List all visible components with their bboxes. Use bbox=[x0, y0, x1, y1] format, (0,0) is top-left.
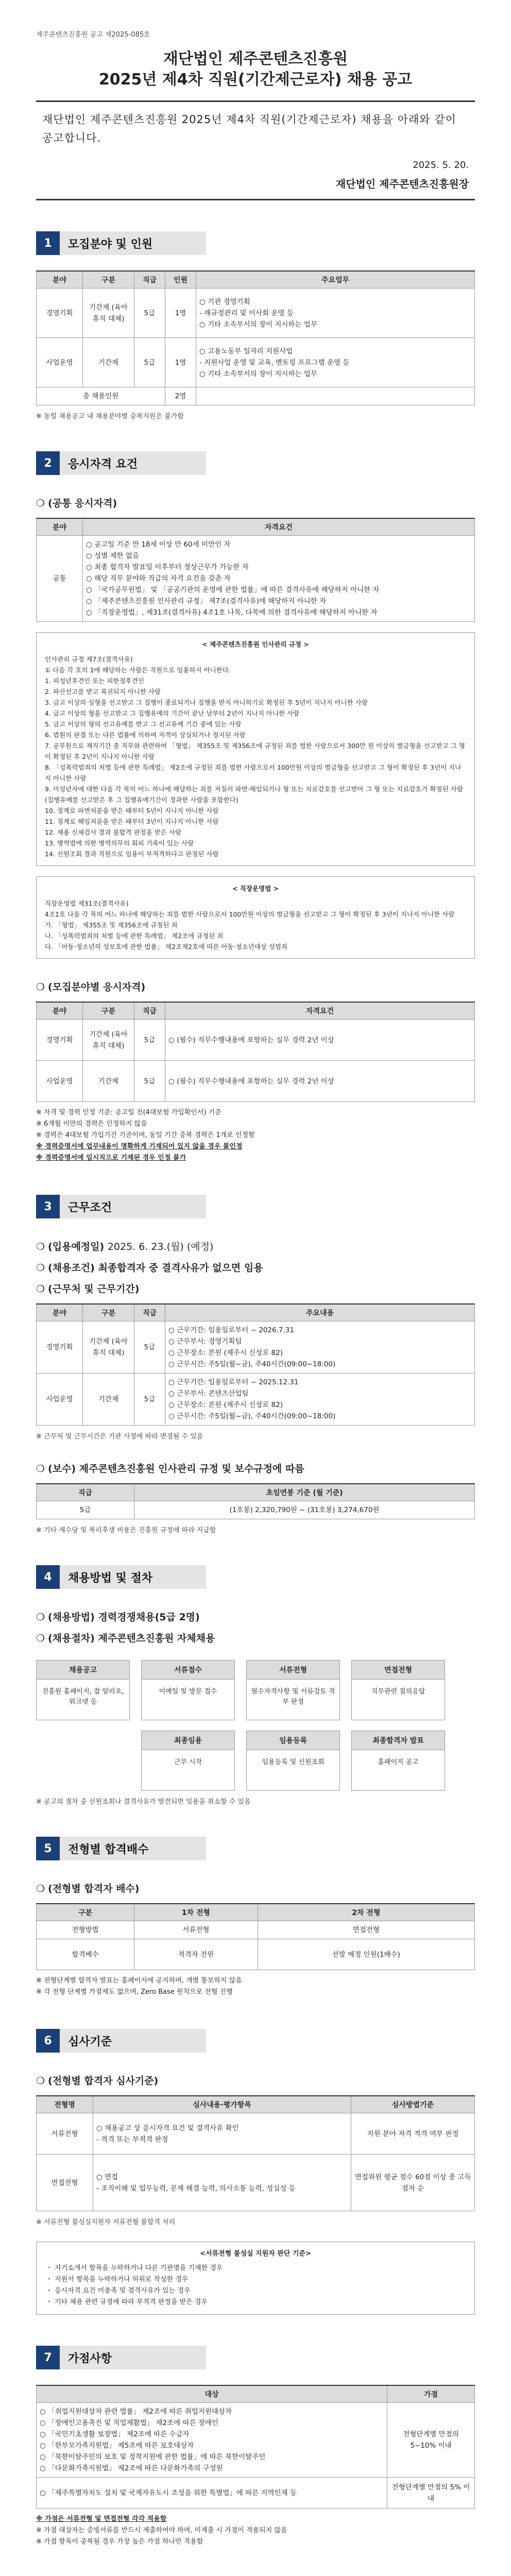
list-item: ○ 해당 직무 분야와 직급의 자격 요건을 갖춘 자 bbox=[86, 574, 231, 583]
notice-title bbox=[36, 49, 475, 90]
cell-point: 전형단계별 만점의 5% 이내 bbox=[387, 2478, 475, 2509]
table-header: 분야 bbox=[37, 1304, 83, 1321]
process-step: 최종임용 근무 시작 bbox=[141, 1731, 235, 1791]
table-row bbox=[37, 1061, 475, 1102]
notice-date: 2025. 5. 20. bbox=[413, 160, 469, 171]
cell-point: 전형단계별 만점의 5~10% 이내 bbox=[387, 2403, 475, 2478]
cell-target: ○ 「제주특별자치도 설치 및 국제자유도시 조성을 위한 특별법」에 따른 지역인재 등 bbox=[37, 2478, 387, 2509]
table-header: 구분 bbox=[83, 1304, 134, 1321]
list-item: ○ 「직장운영법」, 제31조(결격사유) 4조1호 나목, 다목에 의한 결격사유에 해당하지 아니한 자 bbox=[86, 608, 378, 617]
section-1-title: 모집분야 및 인원 bbox=[68, 238, 153, 251]
section-3-note: ※ 근무처 및 근무시간은 기관 사정에 따라 변경될 수 있음 bbox=[36, 1433, 203, 1440]
pay-note: ※ 기타 제수당 및 복리후생 비용은 진흥원 규정에 따라 지급함 bbox=[36, 1527, 216, 1534]
cell-field: 공통 bbox=[37, 536, 83, 622]
table-row bbox=[37, 1374, 475, 1426]
box-title: < 제주콘텐츠진흥원 인사관리 규정 > bbox=[202, 640, 309, 648]
cell-grade: 5급 bbox=[134, 1374, 165, 1426]
cell-grade: 5급 bbox=[37, 1501, 134, 1519]
box-line: 10. 징계로 파면처분을 받은 때부터 5년이 지나지 아니한 사람 bbox=[45, 807, 219, 815]
table-header: 주요내용 bbox=[165, 1304, 475, 1321]
section-4-header bbox=[36, 1565, 206, 1589]
doc-number: 제주콘텐츠진흥원 공고 제2025-085호 bbox=[36, 31, 150, 39]
section-3-number: 3 bbox=[36, 1195, 60, 1218]
section-1-header bbox=[36, 231, 206, 255]
insincere-criteria-box bbox=[36, 2242, 475, 2315]
section-6-header bbox=[36, 2029, 206, 2053]
box-line: 8. 「성폭력범죄의 처벌 등에 관한 특례법」 제2조에 규정된 죄를 범한 사람으로서 100만원 이상의 벌금형을 선고받고 그 형이 확정된 후 3년이 지나지 아니한 사람 bbox=[45, 764, 462, 782]
cell-grade: 5급 bbox=[134, 1061, 165, 1102]
box-line: 6. 법원의 판결 또는 다른 법률에 의하여 자격이 상실되거나 정지된 사람 bbox=[45, 731, 246, 739]
section-7-number: 7 bbox=[36, 2346, 60, 2369]
cell-grade: 5급 bbox=[134, 1020, 165, 1061]
box-line: 4. 금고 이상의 형을 선고받고 그 집행유예의 기간이 끝난 날부터 2년이 지나지 아니한 사람 bbox=[45, 709, 300, 717]
cell-detail: ○ 근무기간: 임용일로부터 ~ 2025.12.31 ○ 근무부서: 콘텐츠산업팀 ○ 근무장소: 본원 (제주시 신성로 82) ○ 근무시간: 주5일(월~금), 주40시간(09:00~18:00) bbox=[165, 1374, 475, 1426]
table-row bbox=[37, 338, 475, 387]
condition-line: ❍ (채용조건) 최종합격자 중 결격사유가 없으면 임용 bbox=[36, 1262, 263, 1274]
table-header: 직급 bbox=[134, 271, 165, 289]
cell-first: 서류전형 bbox=[134, 1921, 258, 1939]
section-5-title: 전형별 합격배수 bbox=[68, 1843, 149, 1856]
box-line: 직장운영법 제31조(결격사유) bbox=[45, 900, 129, 907]
table-header: 전형명 bbox=[37, 2096, 93, 2113]
note-line: ※ 6개월 미만의 경력은 인정하지 않음 bbox=[36, 1120, 147, 1128]
table-row bbox=[37, 1501, 475, 1519]
pay-table bbox=[36, 1483, 475, 1519]
process-step: 서류전형 필수자격사항 및 서류검토 적부 판정 bbox=[246, 1660, 340, 1720]
box-line: 나. 「성폭력범죄의 처벌 등에 관한 특례법」 제2조에 규정된 죄 bbox=[45, 932, 224, 940]
list-item: ○ 최종 합격자 발표일 이후부터 정상근무가 가능한 자 bbox=[86, 563, 249, 571]
cell-detail: ○ 근무기간: 임용일로부터 ~ 2026.7.31 ○ 근무부서: 경영기획팀 ○ 근무장소: 본원 (제주시 신성로 82) ○ 근무시간: 주5일(월~금), 주40시간(09:00~18:00) bbox=[165, 1321, 475, 1374]
table-header: 직급 bbox=[37, 1484, 134, 1501]
title-line-1: 재단법인 제주콘텐츠진흥원 bbox=[163, 50, 348, 68]
box-line: 1. 피성년후견인 또는 피한정후견인 bbox=[45, 677, 144, 685]
cell-first: 적격자 전원 bbox=[134, 1939, 258, 1970]
process-step: 임용등록 임용등록 및 신원조회 bbox=[246, 1731, 340, 1791]
common-qual-heading: ❍ (공통 응시자격) bbox=[36, 498, 117, 509]
box-line: 가. 「형법」 제355조 및 제356조에 규정된 죄 bbox=[45, 921, 178, 929]
table-header: 인원 bbox=[165, 271, 196, 289]
process-step: 최종합격자 발표 홈페이지 공고 bbox=[351, 1731, 445, 1791]
table-row-total bbox=[37, 387, 475, 405]
table-header: 2차 전형 bbox=[258, 1904, 474, 1921]
note-line: ※ 가점 대상자는 증빙서류를 반드시 제출하여야 하며, 미제출 시 가점이 적용되지 않음 bbox=[36, 2527, 287, 2534]
cell-field: 사업운영 bbox=[37, 1061, 83, 1102]
note-line: ※ 가점 항목이 중복될 경우 가장 높은 가점 하나만 적용함 bbox=[36, 2538, 203, 2546]
section-7-title: 가점사항 bbox=[68, 2352, 112, 2365]
list-item: ○ 「국가공무원법」 및 「공공기관의 운영에 관한 법률」에 따른 결격사유에 해당하지 아니한 자 bbox=[86, 586, 380, 594]
list-item: ○ 공고일 기준 만 18세 이상 만 60세 미만인 자 bbox=[86, 540, 231, 549]
common-qual-table bbox=[36, 518, 475, 622]
section-2-number: 2 bbox=[36, 451, 60, 475]
process-step: 채용공고 진흥원 홈페이지, 잡 알리오, 워크넷 등 bbox=[36, 1660, 130, 1720]
section-4-note: ※ 공고의 절차 중 신원조회나 결격사유가 발견되면 임용을 취소할 수 있음 bbox=[36, 1798, 251, 1806]
table-header: 주요업무 bbox=[196, 271, 475, 289]
criteria-table bbox=[36, 2095, 475, 2211]
table-header: 대상 bbox=[37, 2385, 387, 2403]
table-header: 구분 bbox=[83, 271, 134, 289]
cell-total: 2명 bbox=[165, 387, 196, 405]
cell-duty: ○ 고용노동부 일자리 지원사업 - 지원사업 운영 및 교육, 멘토링 프로그램 운영 등 ○ 기타 소속부서의 장이 지시하는 업무 bbox=[196, 338, 475, 387]
cell-method: 면접위원 평균 점수 60점 이상 중 고득점자 순 bbox=[351, 2155, 475, 2211]
bonus-table bbox=[36, 2385, 475, 2509]
table-header: 자격요건 bbox=[165, 1002, 475, 1020]
cell-type: 기간제 bbox=[83, 1374, 134, 1426]
cell-req: ○ (필수) 직무수행내용에 포함하는 실무 경력 2년 이상 bbox=[165, 1061, 475, 1102]
table-header: 심사방법기준 bbox=[351, 2096, 475, 2113]
table-row bbox=[37, 2403, 475, 2478]
cell-type: 기간제 bbox=[83, 1061, 134, 1102]
cell-count: 1명 bbox=[165, 338, 196, 387]
cell-count: 1명 bbox=[165, 289, 196, 338]
cell-name: 면접전형 bbox=[37, 2155, 93, 2211]
box-line: 14. 신원조회 결과 직원으로 임용이 부적격하다고 판정된 사람 bbox=[45, 850, 219, 858]
cell-amount: (1호봉) 2,320,790원 ~ (31호봉) 3,274,670원 bbox=[134, 1501, 475, 1519]
cell-total-label: 총 채용인원 bbox=[37, 387, 165, 405]
process-flow-row-1 bbox=[36, 1660, 475, 1720]
cell-content: ○ 채용공고 상 응시자격 요건 및 결격사유 확인 - 적격 또는 부적격 판정 bbox=[93, 2113, 351, 2155]
note-line: ※ 경력은 4대보험 가입기간 기준이며, 동일 기간 중복 경력은 1개로 인정함 bbox=[36, 1131, 255, 1139]
personnel-rule-box bbox=[36, 632, 475, 866]
box-line: ・ 기타 채용 관련 규정에 따라 부적격 판정을 받은 경우 bbox=[46, 2298, 208, 2306]
section-1-number: 1 bbox=[36, 231, 60, 255]
note-line: ※ 경력증명서에 임시직으로 기재된 경우 인정 불가 bbox=[36, 1154, 186, 1162]
box-line: 9. 미성년자에 대한 다음 각 목의 어느 하나에 해당하는 죄를 저질러 파면·해임되거나 형 또는 치료감호를 선고받아 그 형 또는 치료감호가 확정된 사람(집행유예를 선고받은 후 그 집행유예기간이 경과한 사람을 포함한다) bbox=[45, 785, 463, 804]
section-2-title: 응시자격 요건 bbox=[68, 457, 138, 471]
cell-label: 전형방법 bbox=[37, 1921, 134, 1939]
table-header: 분야 bbox=[37, 271, 83, 289]
cell-type: 기간제 (육아휴직 대체) bbox=[83, 1321, 134, 1374]
note-line: ※ 전형단계별 합격자 발표는 홈페이지에 공지하며, 개별 통보하지 않음 bbox=[36, 1977, 242, 1985]
cell-type: 기간제 bbox=[83, 338, 134, 387]
process-flow-row-2 bbox=[36, 1731, 475, 1791]
cell-grade: 5급 bbox=[134, 289, 165, 338]
section-5-notes bbox=[36, 1975, 475, 1998]
cell-field: 경영기획 bbox=[37, 1020, 83, 1061]
table-header: 심사내용·평가항목 bbox=[93, 2096, 351, 2113]
section-3-title: 근무조건 bbox=[68, 1201, 112, 1214]
box-title: <서류전형 불성실 지원자 판단 기준> bbox=[200, 2250, 311, 2258]
method-line: ❍ (채용방법) 경력경쟁채용(5급 2명) bbox=[36, 1612, 200, 1623]
table-header: 1차 전형 bbox=[134, 1904, 258, 1921]
table-header: 구분 bbox=[83, 1002, 134, 1020]
field-qual-heading: ❍ (모집분야별 응시자격) bbox=[36, 981, 146, 993]
section-1-note: ※ 동일 채용공고 내 채용분야별 중복지원은 불가함 bbox=[36, 413, 184, 420]
table-header: 가점 bbox=[387, 2385, 475, 2403]
cell-type: 기간제 (육아휴직 대체) bbox=[83, 289, 134, 338]
multiplier-table bbox=[36, 1903, 475, 1970]
list-item: ○ 성별 제한 없음 bbox=[86, 552, 139, 560]
intro-text: 재단법인 제주콘텐츠진흥원 2025년 제4차 직원(기간제근로자) 채용을 아래와 같이 공고합니다. bbox=[42, 113, 456, 144]
workplace-heading: ❍ (근무처 및 근무기간) bbox=[36, 1283, 140, 1295]
box-line: 2. 파산선고를 받고 복권되지 아니한 사람 bbox=[45, 688, 161, 696]
cell-grade: 5급 bbox=[134, 338, 165, 387]
box-line: 13. 병역법에 의한 병역의무의 회피 기록이 있는 사람 bbox=[45, 839, 194, 847]
cell-second: 면접전형 bbox=[258, 1921, 474, 1939]
box-line: 12. 채용 신체검사 결과 불합격 판정을 받은 사람 bbox=[45, 828, 182, 836]
table-header: 초임연봉 기준 (월 기준) bbox=[134, 1484, 475, 1501]
cell-field: 사업운영 bbox=[37, 338, 83, 387]
section-3-header bbox=[36, 1195, 206, 1218]
box-line: ・ 지원서 항목을 누락하거나 허위로 작성한 경우 bbox=[46, 2276, 189, 2283]
table-header: 분야 bbox=[37, 1002, 83, 1020]
cell-field: 경영기획 bbox=[37, 289, 83, 338]
section-6-note: ※ 서류전형 불성실지원자 서류전형 불합격 처리 bbox=[36, 2218, 176, 2226]
table-header: 자격요건 bbox=[83, 518, 475, 536]
section-5-number: 5 bbox=[36, 1837, 60, 1860]
cell-requirements bbox=[83, 536, 475, 622]
recruit-table bbox=[36, 270, 475, 405]
work-condition-table bbox=[36, 1303, 475, 1426]
workplace-law-box bbox=[36, 876, 475, 959]
box-line: 다. 「아동·청소년의 성보호에 관한 법률」 제2조제2호에 따른 아동·청소년대상 성범죄 bbox=[45, 943, 288, 951]
section-6-title: 심사기준 bbox=[68, 2035, 112, 2048]
multiplier-heading: ❍ (전형별 합격자 배수) bbox=[36, 1883, 140, 1894]
cell-field: 사업운영 bbox=[37, 1374, 83, 1426]
section-5-header bbox=[36, 1837, 206, 1860]
section-7-notes bbox=[36, 2514, 475, 2548]
box-line: 7. 공무원으로 재직기간 중 직무와 관련하여 「형법」 제355조 및 제356조에 규정된 죄를 범한 사람으로서 300만 원 이상의 벌금형을 선고받고 그 형이 확정된 후 2년이 지나지 아니한 사람 bbox=[45, 742, 465, 760]
box-line: 5. 금고 이상의 형의 선고유예를 받고 그 선고유예 기간 중에 있는 사람 bbox=[45, 720, 242, 728]
cell-type: 기간제 (육아휴직 대체) bbox=[83, 1020, 134, 1061]
cell-req: ○ (필수) 직무수행내용에 포함하는 실무 경력 2년 이상 bbox=[165, 1020, 475, 1061]
box-line: ・ 응시자격 요건 미충족 및 결격사유가 있는 경우 bbox=[46, 2287, 191, 2295]
table-row bbox=[37, 2113, 475, 2155]
cell-second: 선발 예정 인원(1배수) bbox=[258, 1939, 474, 1970]
note-line: ※ 각 전형 단계별 가점제도 없으며, Zero Base 원칙으로 전형 진행 bbox=[36, 1988, 233, 1996]
box-line: ・ 자기소개서 항목을 누락하거나 다른 기관명을 기재한 경우 bbox=[46, 2264, 223, 2272]
cell-duty: ○ 기관 경영기획 - 재규정관리 및 이사회 운영 등 ○ 기타 소속부서의 장이 지시하는 업무 bbox=[196, 289, 475, 338]
field-qual-table bbox=[36, 1002, 475, 1102]
list-item: ○ 「제주콘텐츠진흥원 인사관리 규정」 제7조(결격사유)에 해당하지 아니한 자 bbox=[86, 597, 327, 605]
criteria-heading: ❍ (전형별 합격자 심사기준) bbox=[36, 2075, 159, 2087]
box-line: 4조1호 다음 각 목의 어느 하나에 해당하는 죄를 범한 사람으로서 100만원 이상의 벌금형을 선고받고 그 형이 확정된 후 3년이 지나지 아니한 사람 bbox=[45, 910, 455, 918]
table-row bbox=[37, 2155, 475, 2211]
cell-content: ○ 면접 - 조직이해 및 업무능력, 문제 해결 능력, 의사소통 능력, 성실성 등 bbox=[93, 2155, 351, 2211]
table-row bbox=[37, 289, 475, 338]
table-row bbox=[37, 1939, 475, 1970]
cell-grade: 5급 bbox=[134, 1321, 165, 1374]
box-title: < 직장운영법 > bbox=[232, 885, 279, 892]
table-row bbox=[37, 536, 475, 622]
box-line: 3. 금고 이상의 실형을 선고받고 그 집행이 종료되거나 집행을 받지 아니하기로 확정된 후 5년이 지나지 아니한 사람 bbox=[45, 699, 368, 706]
box-line: 인사관리 규정 제7조(결격사유) bbox=[45, 655, 133, 663]
cell-method: 지원 분야 자격 적격 여부 판정 bbox=[351, 2113, 475, 2155]
field-notes bbox=[36, 1107, 475, 1164]
note-line: ※ 가점은 서류전형 및 면접전형 각각 적용함 bbox=[36, 2515, 167, 2523]
table-row bbox=[37, 1020, 475, 1061]
table-row bbox=[37, 1321, 475, 1374]
cell-name: 서류전형 bbox=[37, 2113, 93, 2155]
cell-target: ○ 「취업지원대상자 관련 법률」 제2조에 따른 취업지원대상자 ○ 「장애인고용촉진 및 직업재활법」 제2조에 따른 장애인 ○ 「국민기초생활 보장법」 제2조에 따른 수급자 ○ 「한부모가족지원법」 제5조에 따른 보호대상자 ○ 「북한이탈주민의 보호 및 정착지원에 관한 법률」에 따른 북한이탈주민 ○ 「다문화가족지원법」 제2조에 따른 다문화가족의 구성원 bbox=[37, 2403, 387, 2478]
section-6-number: 6 bbox=[36, 2029, 60, 2053]
table-header: 분야 bbox=[37, 518, 83, 536]
title-line-2: 2025년 제4차 직원(기간제근로자) 채용 공고 bbox=[98, 71, 413, 89]
table-row bbox=[37, 2478, 475, 2509]
cell-label: 합격배수 bbox=[37, 1939, 134, 1970]
section-4-title: 채용방법 및 절차 bbox=[68, 1571, 153, 1585]
section-4-number: 4 bbox=[36, 1565, 60, 1589]
section-7-header bbox=[36, 2346, 206, 2369]
table-header: 직급 bbox=[134, 1002, 165, 1020]
process-step: 서류접수 이메일 및 방문 접수 bbox=[141, 1660, 235, 1720]
start-date-line: ❍ (입용예정일) 2025. 6. 23.(월) (예정) bbox=[36, 1241, 214, 1252]
intro-box bbox=[36, 100, 475, 200]
note-line: ※ 경력증명서에 업무내용이 명확하게 기재되어 있지 않을 경우 불인정 bbox=[36, 1143, 243, 1150]
cell-field: 경영기획 bbox=[37, 1321, 83, 1374]
note-line: ※ 자격 및 경력 인정 기준: 공고일 전(4대보험 가입확인서) 기준 bbox=[36, 1109, 222, 1116]
process-line: ❍ (채용절차) 제주콘텐츠진흥원 자체채용 bbox=[36, 1633, 215, 1644]
box-line: ① 다음 각 호의 1에 해당하는 사람은 직원으로 임용하지 아니한다. bbox=[45, 666, 231, 674]
table-header: 구분 bbox=[37, 1904, 134, 1921]
section-2-header bbox=[36, 451, 206, 475]
table-row bbox=[37, 1921, 475, 1939]
pay-heading: ❍ (보수) 제주콘텐츠진흥원 인사관리 규정 및 보수규정에 따름 bbox=[36, 1463, 304, 1475]
process-step: 면접전형 직무관련 질의응답 bbox=[351, 1660, 445, 1720]
box-line: 11. 징계로 해임처분을 받은 때부터 3년이 지나지 아니한 사람 bbox=[45, 818, 219, 825]
notice-org: 재단법인 제주콘텐츠진흥원장 bbox=[335, 178, 469, 190]
table-header: 직급 bbox=[134, 1304, 165, 1321]
